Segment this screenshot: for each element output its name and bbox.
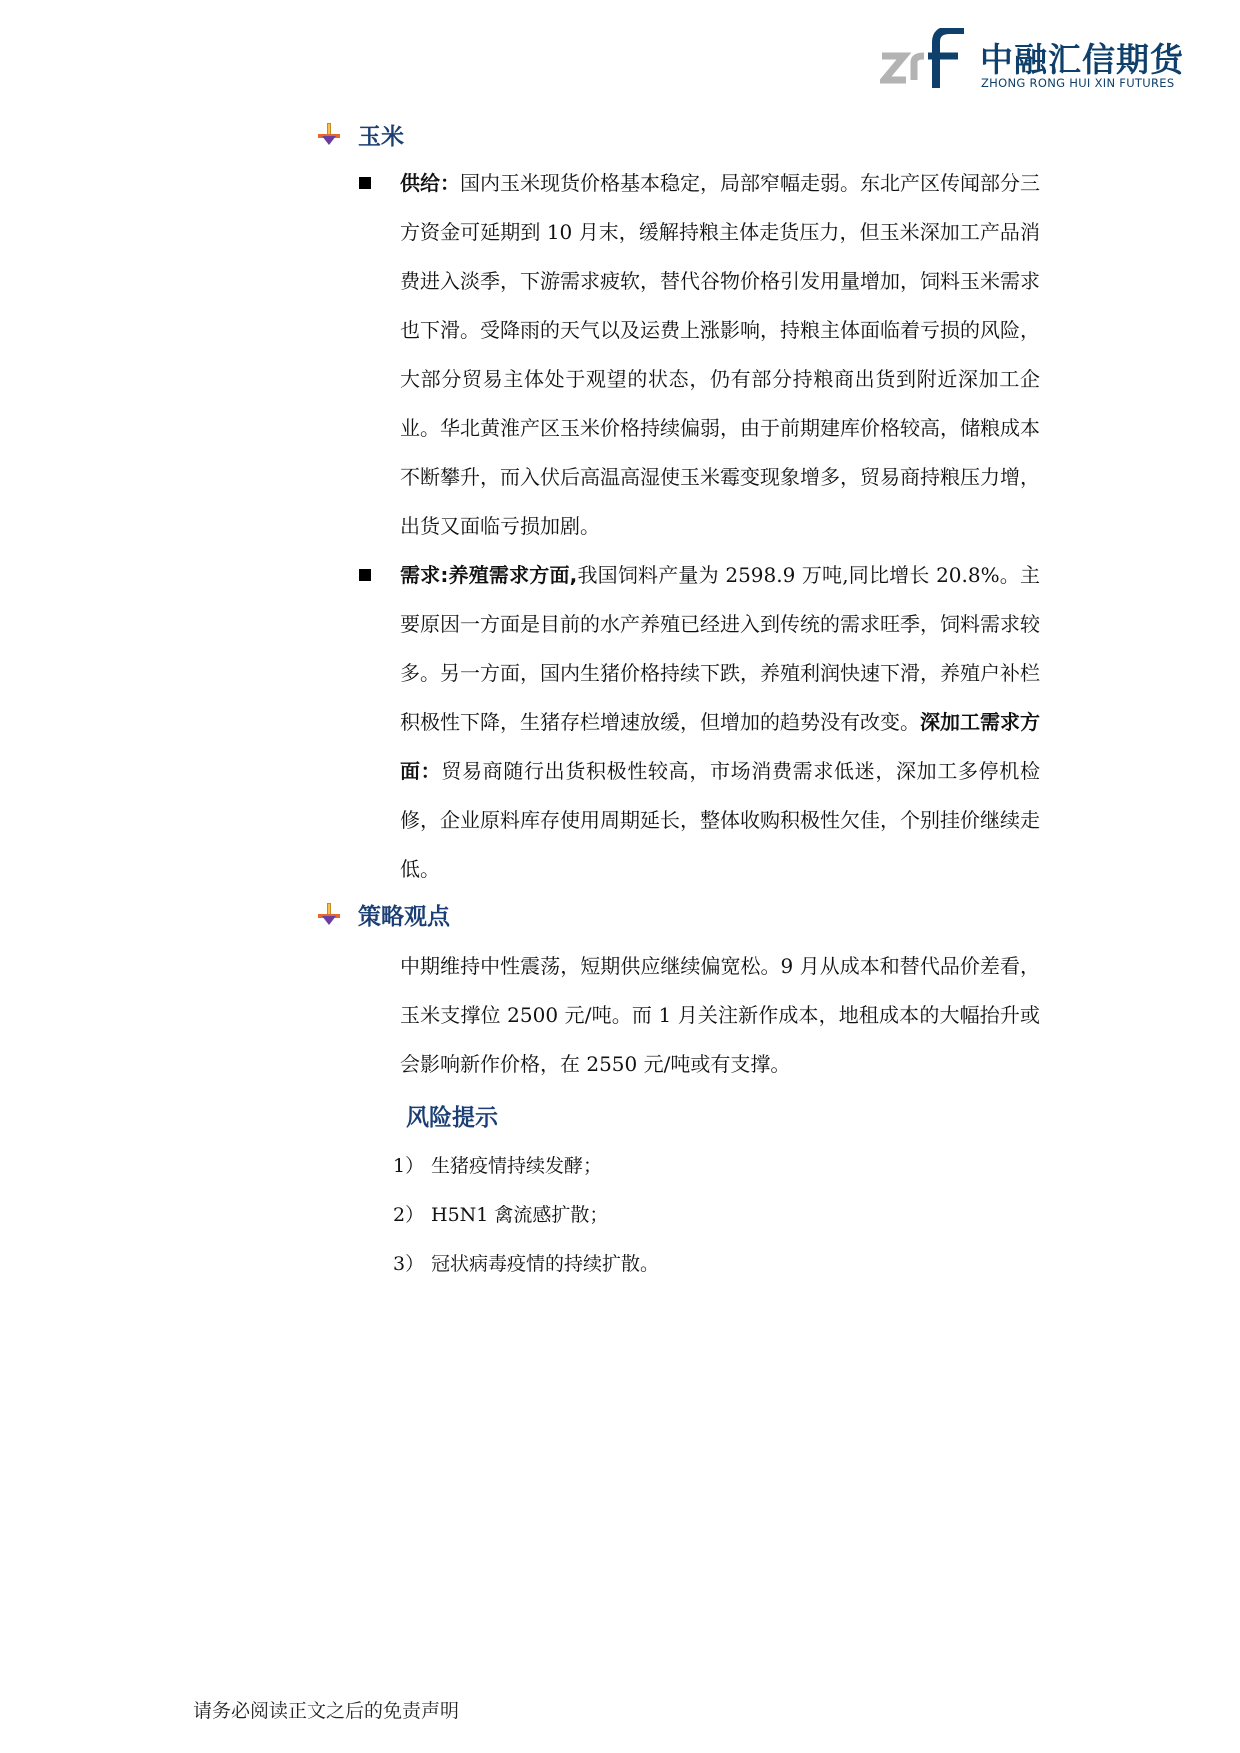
bullet-arrow-icon	[317, 122, 341, 146]
risk-heading: 风险提示	[406, 1104, 498, 1131]
section-heading-corn	[358, 114, 404, 154]
supply-label: 供给：	[400, 171, 460, 195]
footer-disclaimer: 请务必阅读正文之后的免责声明	[193, 1700, 460, 1722]
company-logo	[880, 28, 1184, 98]
risk-item: 3） 冠状病毒疫情的持续扩散。	[393, 1253, 660, 1275]
logo-chinese-name: 中融汇信期货	[980, 40, 1184, 79]
deep-processing-text: 贸易商随行出货积极性较高，市场消费需求低迷，深加工多停机检修，企业原料库存使用周期延长，整体收购积极性欠佳，个别挂价继续走低。	[400, 759, 1041, 881]
heading-text: 策略观点	[358, 903, 450, 930]
supply-text: 国内玉米现货价格基本稳定，局部窄幅走弱。东北产区传闻部分三方资金可延期到 10 月末，缓解持粮主体走货压力，但玉米深加工产品消费进入淡季，下游需求疲软，替代谷物价格引发用量增加，饲料玉米需求也下滑。受降雨的天气以及运费上涨影响，持粮主体面临着亏损的风险，大部分贸易主体处于观望的状态，仍有部分持粮商出货到附近深加工企业。华北黄淮产区玉米价格持续偏弱，由于前期建库价格较高，储粮成本不断攀升，而入伏后高温高湿使玉米霉变现象增多，贸易商持粮压力增，出货又面临亏损加剧。	[400, 171, 1040, 538]
zrf-logo-icon	[880, 28, 970, 92]
square-bullet-icon	[359, 177, 371, 189]
demand-paragraph	[400, 551, 1040, 894]
square-bullet-icon	[359, 569, 371, 581]
deep-processing-label: 深加工需求方面：	[400, 710, 1040, 783]
risk-item: 2） H5N1 禽流感扩散；	[393, 1204, 609, 1226]
demand-label: 需求:养殖需求方面,	[400, 563, 578, 587]
risk-item: 1） 生猪疫情持续发酵；	[393, 1155, 603, 1177]
bullet-arrow-icon	[317, 902, 341, 926]
risk-list	[393, 1142, 659, 1289]
logo-english-name: ZHONG RONG HUI XIN FUTURES	[981, 76, 1175, 90]
section-heading-strategy	[358, 894, 450, 934]
supply-paragraph	[400, 159, 1040, 551]
strategy-paragraph: 中期维持中性震荡，短期供应继续偏宽松。9 月从成本和替代品价差看，玉米支撑位 2500 元/吨。而 1 月关注新作成本，地租成本的大幅抬升或会影响新作价格，在 2550 元/吨或有支撑。	[400, 954, 1040, 1076]
demand-text: 我国饲料产量为 2598.9 万吨,同比增长 20.8%。主要原因一方面是目前的水产养殖已经进入到传统的需求旺季，饲料需求较多。另一方面，国内生猪价格持续下跌，养殖利润快速下滑，养殖户补栏积极性下降，生猪存栏增速放缓，但增加的趋势没有改变。	[400, 563, 1040, 734]
heading-text: 玉米	[358, 123, 404, 150]
